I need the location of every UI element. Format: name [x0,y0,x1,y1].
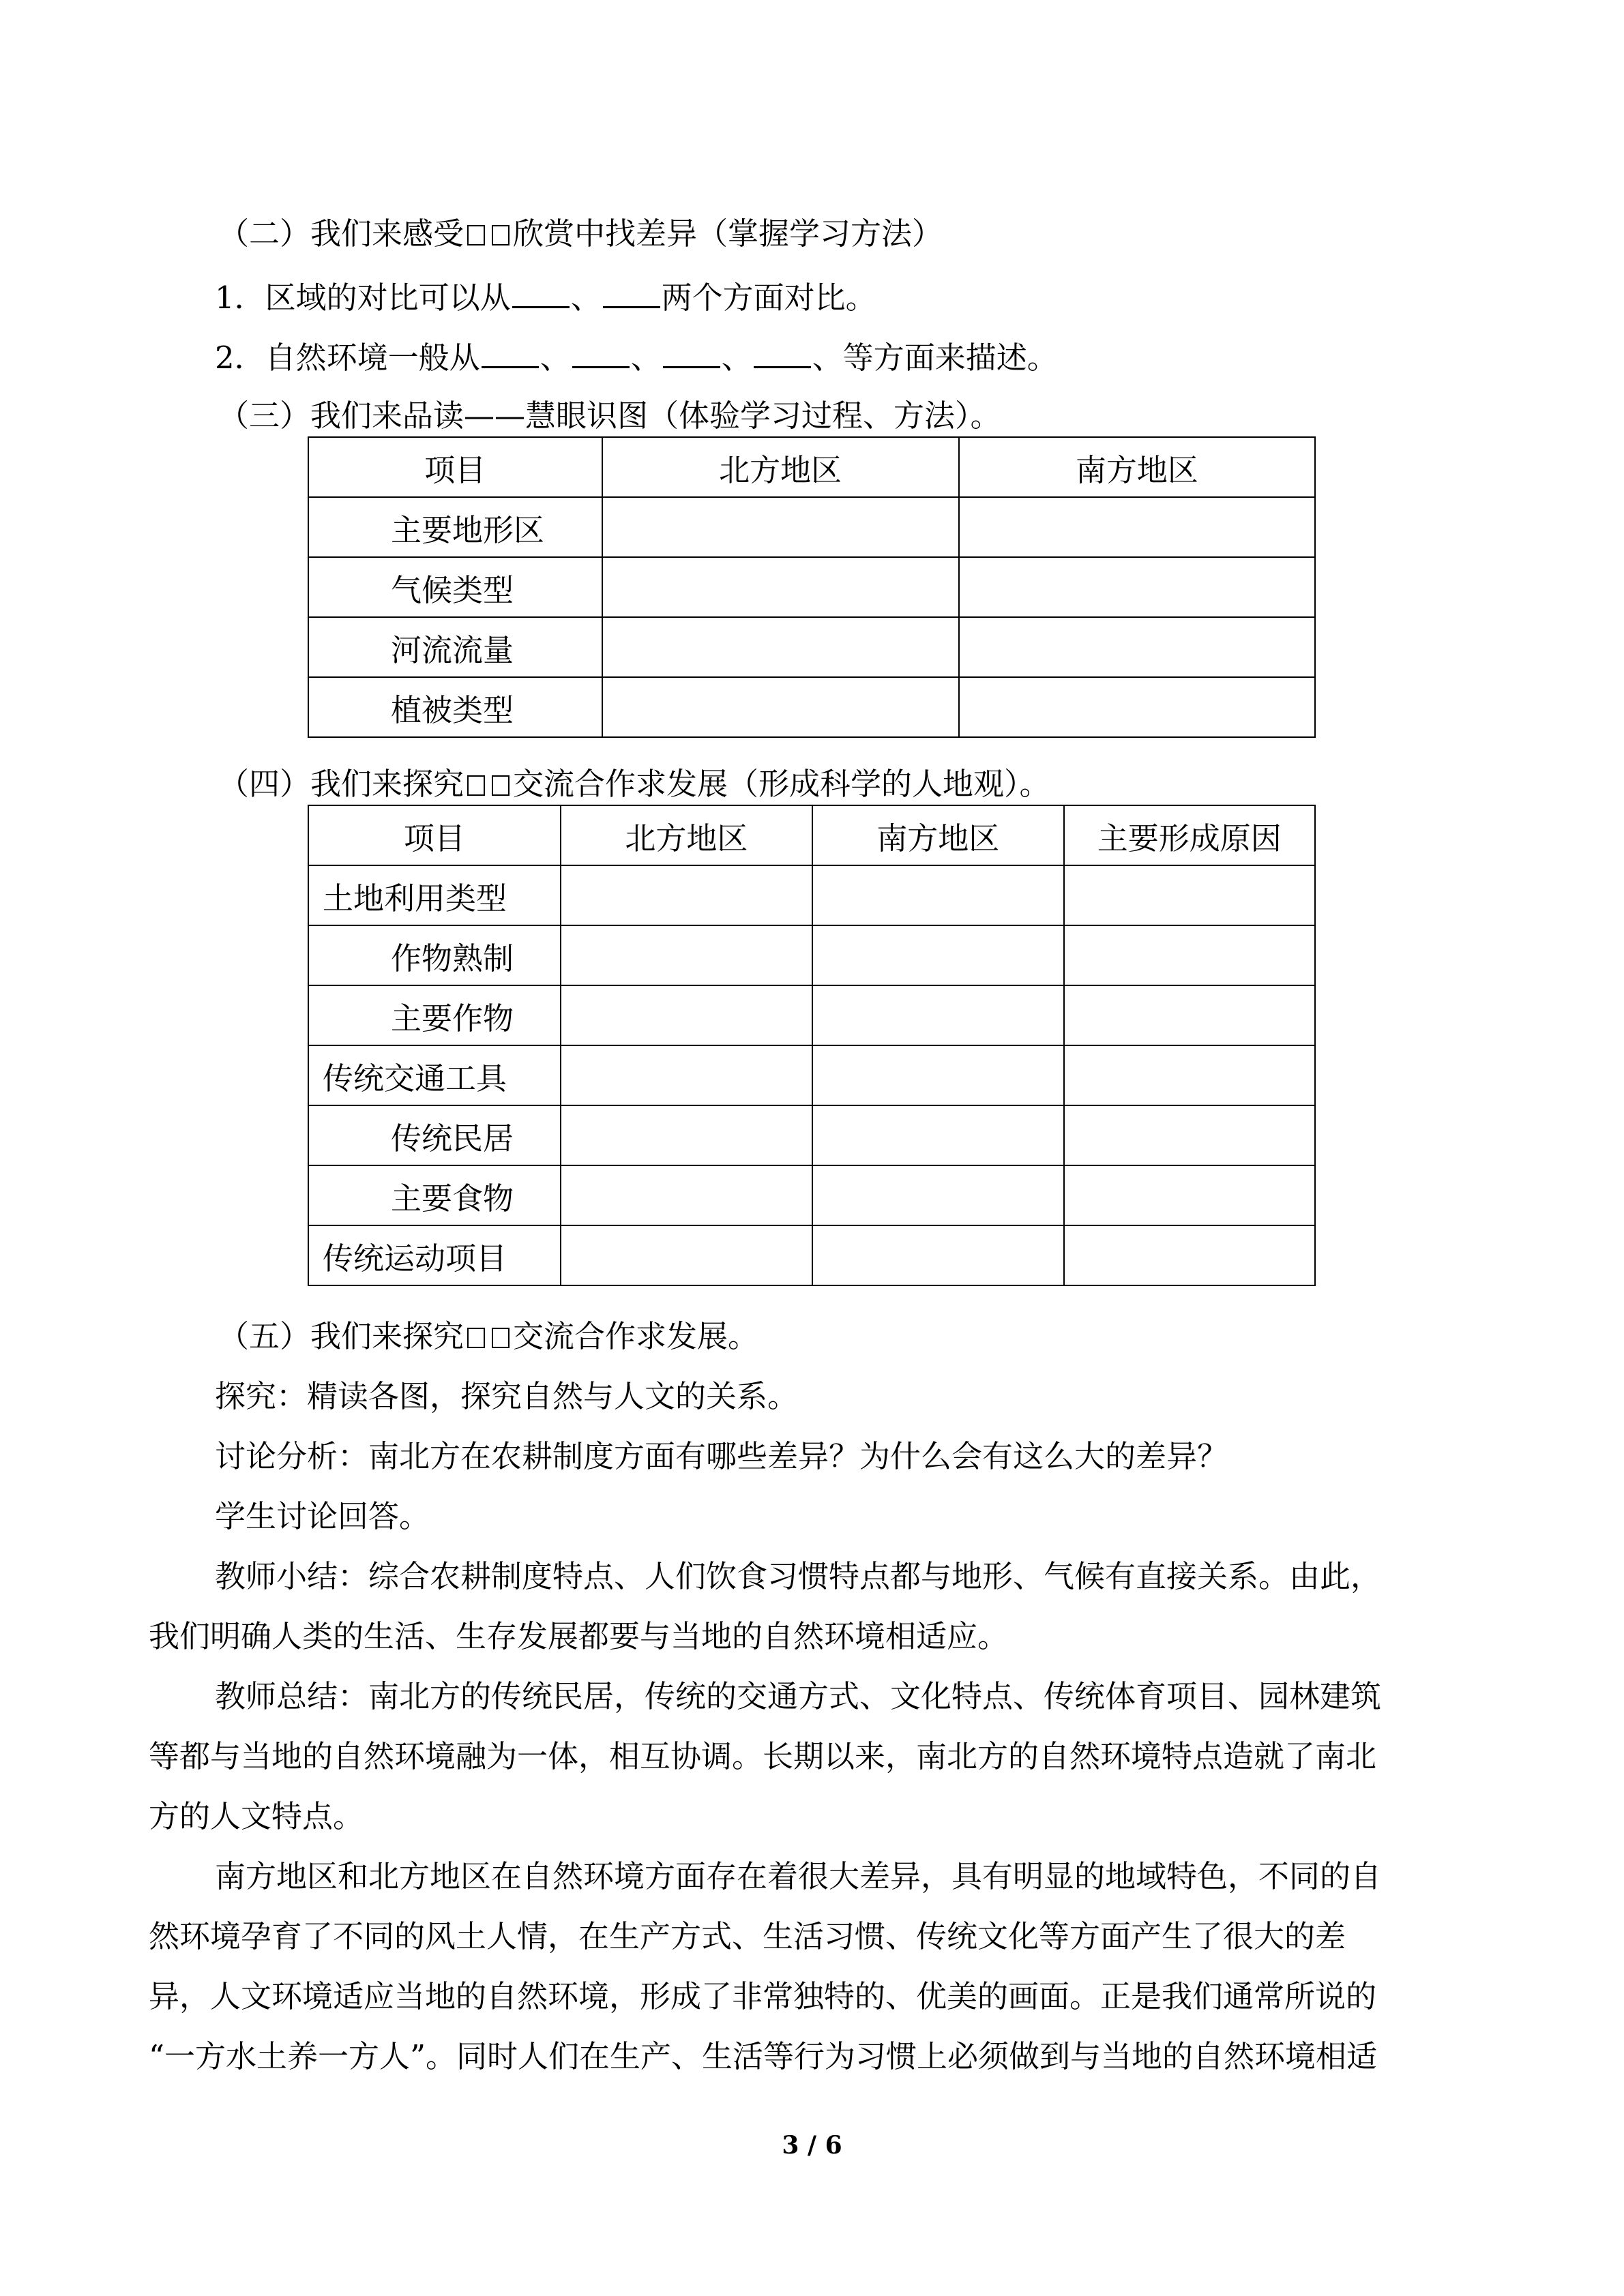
section-5-prefix: （五）我们来探究 [218,1318,464,1354]
question-2 [215,336,1058,378]
missing-glyph-box [467,775,485,796]
row-label: 传统运动项目 [308,1225,561,1285]
row-label: 作物熟制 [308,925,561,985]
question-1 [215,276,876,318]
table-header-cell: 项目 [308,437,602,497]
answer-cell[interactable] [1064,1045,1315,1105]
row-label: 主要食物 [308,1165,561,1225]
answer-cell[interactable] [561,1225,812,1285]
section-2-prefix: （二）我们来感受 [218,215,464,252]
question-2-text: 2．自然环境一般从 [215,340,480,376]
answer-cell[interactable] [1064,925,1315,985]
row-label: 河流流量 [308,617,602,677]
table-row [308,865,1315,925]
answer-cell[interactable] [812,985,1063,1045]
answer-blank[interactable] [754,336,811,368]
answer-cell[interactable] [959,617,1315,677]
table-row [308,497,1315,557]
answer-cell[interactable] [812,925,1063,985]
separator: 、 [570,280,602,316]
answer-cell[interactable] [602,677,959,737]
teacher-conclusion-line-3: 方的人文特点。 [149,1798,364,1834]
section-5-heading [218,1316,758,1357]
row-label: 传统民居 [308,1105,561,1165]
table-row [308,1045,1315,1105]
answer-cell[interactable] [602,617,959,677]
section-2-suffix: 欣赏中找差异（掌握学习方法） [513,215,943,252]
table-row [308,925,1315,985]
table-header-row [308,805,1315,865]
answer-blank[interactable] [663,336,720,368]
answer-cell[interactable] [1064,1105,1315,1165]
closing-paragraph-line-3: 异，人文环境适应当地的自然环境，形成了非常独特的、优美的画面。正是我们通常所说的 [149,1978,1377,2014]
table-row [308,677,1315,737]
answer-cell[interactable] [561,985,812,1045]
answer-blank[interactable] [512,276,570,308]
teacher-conclusion-line-2: 等都与当地的自然环境融为一体，相互协调。长期以来，南北方的自然环境特点造就了南北 [149,1738,1377,1774]
table-row [308,617,1315,677]
answer-cell[interactable] [812,1225,1063,1285]
table-row [308,1225,1315,1285]
answer-cell[interactable] [602,497,959,557]
answer-blank[interactable] [572,336,630,368]
answer-cell[interactable] [1064,1225,1315,1285]
answer-cell[interactable] [959,677,1315,737]
answer-cell[interactable] [1064,865,1315,925]
table-row [308,985,1315,1045]
table-header-row [308,437,1315,497]
row-label: 主要作物 [308,985,561,1045]
separator: 、 [721,340,752,376]
missing-glyph-box [492,225,510,245]
answer-cell[interactable] [959,557,1315,617]
table-row [308,1105,1315,1165]
answer-cell[interactable] [959,497,1315,557]
answer-cell[interactable] [561,1045,812,1105]
comparison-table-human [308,805,1316,1286]
closing-paragraph-line-4: “一方水土养一方人”。同时人们在生产、生活等行为习惯上必须做到与当地的自然环境相适 [149,2038,1378,2074]
section-4-prefix: （四）我们来探究 [218,766,464,802]
section-4-suffix: 交流合作求发展（形成科学的人地观）。 [513,766,1050,802]
separator: 、 [630,340,662,376]
paragraph-student-answer: 学生讨论回答。 [215,1498,430,1534]
table-header-cell: 南方地区 [812,805,1063,865]
separator: 、 [540,340,571,376]
answer-cell[interactable] [561,1165,812,1225]
comparison-table-natural [308,436,1316,738]
answer-cell[interactable] [1064,985,1315,1045]
missing-glyph-box [492,1328,510,1348]
page-number: 3 / 6 [782,2131,842,2160]
missing-glyph-box [492,775,510,796]
question-1-tail: 两个方面对比。 [661,280,876,316]
row-label: 主要地形区 [308,497,602,557]
row-label: 气候类型 [308,557,602,617]
missing-glyph-box [467,225,485,245]
answer-blank[interactable] [482,336,539,368]
answer-cell[interactable] [812,865,1063,925]
closing-paragraph-line-2: 然环境孕育了不同的风土人情，在生产方式、生活习惯、传统文化等方面产生了很大的差 [149,1918,1346,1954]
table-header-cell: 北方地区 [561,805,812,865]
teacher-summary-line-2: 我们明确人类的生活、生存发展都要与当地的自然环境相适应。 [149,1618,1009,1654]
answer-cell[interactable] [1064,1165,1315,1225]
row-label: 土地利用类型 [308,865,561,925]
section-2-heading [218,213,943,254]
table-header-cell: 北方地区 [602,437,959,497]
answer-cell[interactable] [561,1105,812,1165]
table-header-cell: 主要形成原因 [1064,805,1315,865]
question-2-tail: 、等方面来描述。 [812,340,1058,376]
answer-cell[interactable] [602,557,959,617]
answer-cell[interactable] [812,1165,1063,1225]
answer-cell[interactable] [561,925,812,985]
teacher-conclusion-line-1: 教师总结：南北方的传统民居，传统的交通方式、文化特点、传统体育项目、园林建筑 [215,1678,1382,1714]
table-header-cell: 项目 [308,805,561,865]
answer-cell[interactable] [812,1105,1063,1165]
table-row [308,1165,1315,1225]
table-header-cell: 南方地区 [959,437,1315,497]
row-label: 植被类型 [308,677,602,737]
closing-paragraph-line-1: 南方地区和北方地区在自然环境方面存在着很大差异，具有明显的地域特色，不同的自 [215,1858,1382,1894]
answer-cell[interactable] [561,865,812,925]
section-4-heading [218,764,1050,805]
answer-cell[interactable] [812,1045,1063,1105]
paragraph-explore: 探究：精读各图，探究自然与人文的关系。 [215,1378,799,1414]
question-1-text: 1．区域的对比可以从 [215,280,511,316]
paragraph-discussion: 讨论分析：南北方在农耕制度方面有哪些差异？为什么会有这么大的差异？ [215,1438,1228,1474]
row-label: 传统交通工具 [308,1045,561,1105]
table-row [308,557,1315,617]
section-3-heading: （三）我们来品读——慧眼识图（体验学习过程、方法）。 [218,398,1001,434]
missing-glyph-box [467,1328,485,1348]
section-5-suffix: 交流合作求发展。 [513,1318,759,1354]
teacher-summary-line-1: 教师小结：综合农耕制度特点、人们饮食习惯特点都与地形、气候有直接关系。由此， [215,1558,1382,1594]
answer-blank[interactable] [603,276,660,308]
